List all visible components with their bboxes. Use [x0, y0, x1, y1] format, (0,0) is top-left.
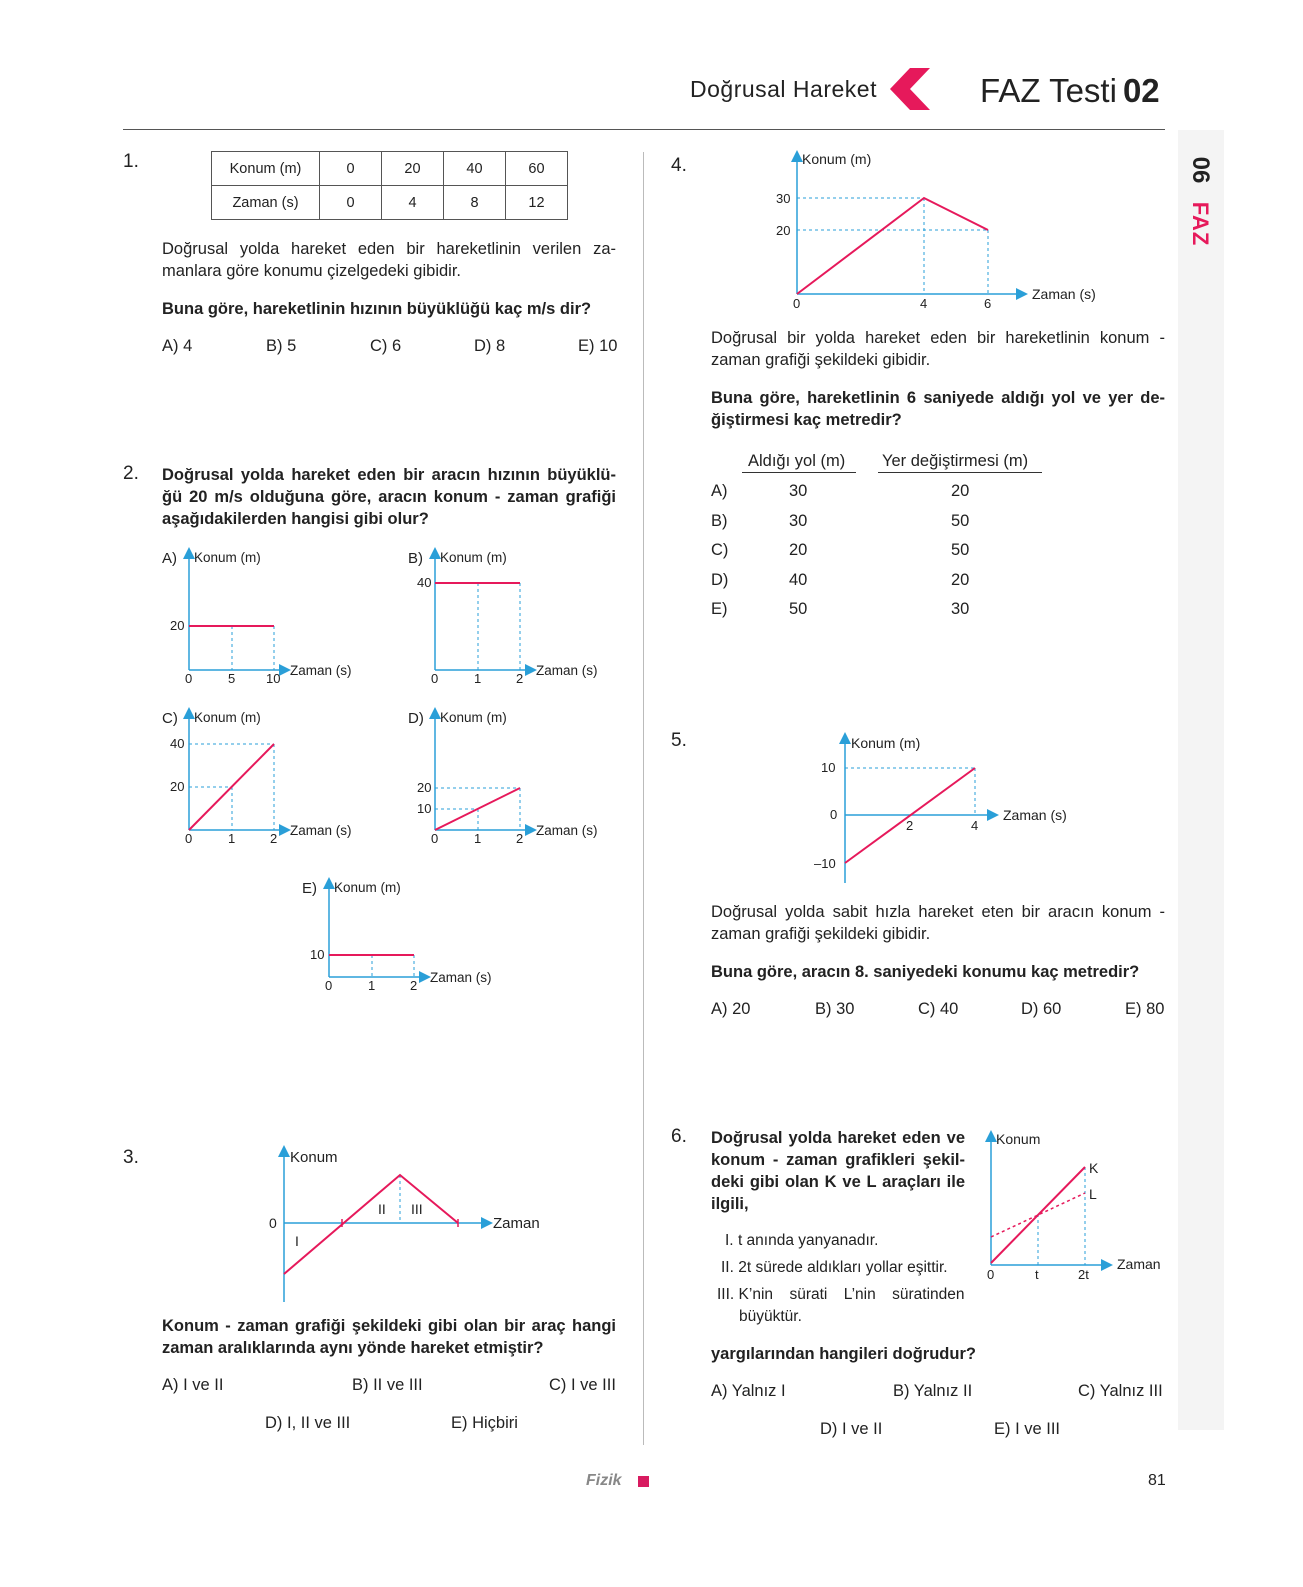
- page-number: 81: [1148, 1472, 1166, 1489]
- option-yol: 40: [789, 570, 808, 589]
- statement-number: III.: [717, 1286, 735, 1303]
- option-letter: E): [711, 600, 728, 618]
- q1-option-b[interactable]: B) 5: [266, 337, 297, 355]
- data-line: [284, 1175, 458, 1274]
- origin-label: 0: [269, 1215, 277, 1231]
- q4-number: 4.: [671, 155, 687, 176]
- tick-label: 10: [310, 947, 325, 962]
- table-cell: 0: [320, 152, 382, 186]
- option-yol: 30: [789, 511, 808, 530]
- x-axis-label: Zaman (s): [290, 823, 352, 838]
- table-cell: 0: [320, 186, 382, 220]
- statement-number: II.: [721, 1259, 734, 1276]
- q6-option-c[interactable]: C) Yalnız III: [1078, 1382, 1163, 1400]
- q3-number: 3.: [123, 1147, 139, 1168]
- q1-option-a[interactable]: A) 4: [162, 337, 193, 355]
- q4-graph: [770, 145, 1110, 315]
- option-yol: 50: [789, 600, 808, 618]
- x-axis-label: Zaman (s): [430, 970, 492, 985]
- tick-label: –10: [814, 856, 836, 871]
- q1-option-d[interactable]: D) 8: [474, 337, 506, 355]
- side-faz-text: FAZ: [1188, 201, 1213, 247]
- y-axis-label: Konum (m): [194, 550, 261, 565]
- segment-label: I: [295, 1233, 299, 1249]
- q4-option-e[interactable]: [711, 600, 1071, 630]
- q4-options: [711, 482, 1071, 630]
- graph-option-label: E): [302, 880, 317, 897]
- q3-option-e[interactable]: E) Hiçbiri: [451, 1414, 518, 1432]
- tick-label: 2: [516, 671, 524, 686]
- segment-label: III: [411, 1201, 423, 1217]
- footer-subject: Fizik: [586, 1472, 622, 1489]
- q5-option-b[interactable]: B) 30: [815, 1000, 855, 1018]
- q5-graph: [800, 725, 1100, 890]
- table-row: [212, 152, 568, 186]
- q6-text-1: Doğrusal yolda hareket eden ve: [711, 1129, 965, 1147]
- tick-label: 20: [776, 223, 791, 238]
- side-faz-label: [1184, 200, 1216, 248]
- tick-label: 0: [793, 296, 801, 311]
- test-label: FAZ Testi: [980, 72, 1117, 109]
- q4-text-2: zaman grafiği şekildeki gibidir.: [711, 351, 931, 369]
- tick-label: 0: [185, 831, 193, 846]
- test-title: [980, 72, 1160, 110]
- y-axis-label: Konum: [996, 1131, 1041, 1147]
- q2-text-1: Doğrusal yolda hareket eden bir aracın hızının büyüklü-: [162, 466, 616, 484]
- tick-label: 40: [417, 575, 432, 590]
- tick-label: 2: [270, 831, 278, 846]
- q2-text-3: aşağıdakilerden hangisi gibi olur?: [162, 510, 429, 528]
- q4-col-yer: Yer değiştirmesi (m): [882, 452, 1029, 470]
- tick-label: 10: [266, 671, 281, 686]
- statement-number: I.: [725, 1232, 734, 1249]
- q5-option-c[interactable]: C) 40: [918, 1000, 959, 1018]
- tick-label: 2: [906, 818, 914, 833]
- q5-option-a[interactable]: A) 20: [711, 1000, 751, 1018]
- q5-option-e[interactable]: E) 80: [1125, 1000, 1165, 1018]
- q4-option-c[interactable]: [711, 541, 1071, 571]
- q3-option-b[interactable]: B) II ve III: [352, 1376, 423, 1394]
- tick-label: t: [1035, 1267, 1039, 1282]
- q4-question-2: ğiştirmesi kaç metredir?: [711, 411, 902, 429]
- y-axis-label: Konum (m): [334, 880, 401, 895]
- tick-label: 10: [417, 801, 432, 816]
- q1-text-2: manlara göre konumu çizelgedeki gibidir.: [162, 262, 461, 280]
- series-label-k: K: [1089, 1160, 1099, 1176]
- q3-text-1: Konum - zaman grafiği şekildeki gibi olan bir araç hangi: [162, 1317, 616, 1335]
- test-number: 02: [1122, 72, 1160, 109]
- y-axis-label: Konum (m): [802, 151, 872, 167]
- q5-text-1: Doğrusal yolda sabit hızla hareket eten bir aracın konum -: [711, 903, 1165, 921]
- q1-option-c[interactable]: C) 6: [370, 337, 402, 355]
- q6-graph: [975, 1125, 1175, 1285]
- q4-col-yol: Aldığı yol (m): [748, 452, 846, 470]
- tick-label: 20: [170, 779, 185, 794]
- q6-text-2: konum - zaman grafikleri şekil-: [711, 1151, 965, 1169]
- line-k: [991, 1167, 1085, 1263]
- option-letter: C): [711, 541, 729, 559]
- header-divider: [123, 129, 1165, 130]
- q6-statement-1: [725, 1230, 975, 1252]
- q4-option-b[interactable]: [711, 512, 1071, 542]
- tick-label: 0: [987, 1267, 995, 1282]
- q2-graph-a[interactable]: [162, 550, 352, 686]
- column-divider: [643, 152, 644, 1445]
- tick-label: 1: [228, 831, 236, 846]
- tick-label: 0: [830, 807, 838, 822]
- graph-option-label: A): [162, 550, 177, 567]
- y-axis-label: Konum (m): [440, 710, 507, 725]
- q1-number: 1.: [123, 151, 139, 172]
- graph-option-label: D): [408, 710, 424, 727]
- q3-option-a[interactable]: A) I ve II: [162, 1376, 224, 1394]
- y-axis-label: Konum (m): [440, 550, 507, 565]
- q3-option-c[interactable]: C) I ve III: [549, 1376, 616, 1394]
- option-yer: 50: [951, 541, 970, 559]
- q4-question-1: Buna göre, hareketlinin 6 saniyede aldığı yol ve yer de-: [711, 389, 1165, 407]
- statement-text: 2t sürede aldıkları yollar eşittir.: [738, 1259, 948, 1276]
- table-cell: Konum (m): [212, 152, 320, 186]
- footer-square-icon: [638, 1476, 649, 1487]
- statement-text: t anında yanyanadır.: [737, 1232, 879, 1249]
- tick-label: 5: [228, 671, 236, 686]
- tick-label: 4: [920, 296, 928, 311]
- tick-label: 1: [474, 831, 482, 846]
- q4-option-d[interactable]: [711, 571, 1071, 601]
- q5-text-2: zaman grafiği şekildeki gibidir.: [711, 925, 931, 943]
- series-label-l: L: [1089, 1186, 1097, 1202]
- y-axis-label: Konum: [290, 1149, 338, 1166]
- tick-label: 30: [776, 191, 791, 206]
- tick-label: 1: [368, 978, 376, 993]
- side-number-text: 06: [1187, 156, 1214, 184]
- tick-label: 20: [170, 618, 185, 633]
- q1-option-e[interactable]: E) 10: [578, 337, 618, 355]
- option-yer: 20: [951, 570, 970, 589]
- graph-option-label: B): [408, 550, 423, 567]
- statement-text: K’nin sürati L’nin süratinden: [738, 1286, 965, 1303]
- option-yol: 20: [789, 541, 808, 559]
- tick-label: 0: [185, 671, 193, 686]
- option-yer: 30: [951, 600, 970, 618]
- column-underline: [742, 472, 856, 473]
- option-letter: B): [711, 511, 728, 530]
- table-cell: 4: [382, 186, 444, 220]
- q6-option-a[interactable]: A) Yalnız I: [711, 1382, 786, 1400]
- segment-label: II: [378, 1201, 386, 1217]
- x-axis-label: Zaman (s): [290, 663, 352, 678]
- q3-text-2: zaman aralıklarında aynı yönde hareket etmiştir?: [162, 1339, 544, 1357]
- side-number: [1180, 150, 1220, 190]
- option-yol: 30: [789, 482, 808, 500]
- q5-number: 5.: [671, 730, 687, 751]
- y-axis-label: Konum (m): [851, 735, 921, 751]
- table-cell: Zaman (s): [212, 186, 320, 220]
- q6-statement-3: [717, 1284, 967, 1306]
- x-axis-label: Zaman: [493, 1215, 540, 1232]
- q4-text-1: Doğrusal bir yolda hareket eden bir hareketlinin konum -: [711, 329, 1165, 347]
- graph-option-label: C): [162, 710, 178, 727]
- tick-label: 2t: [1078, 1267, 1089, 1282]
- q1-text-1: Doğrusal yolda hareket eden bir hareketlinin verilen za-: [162, 240, 616, 258]
- q6-text-3: deki gibi olan K ve L araçları ile: [711, 1173, 965, 1191]
- q5-option-d[interactable]: D) 60: [1021, 1000, 1062, 1018]
- column-underline: [878, 472, 1042, 473]
- q2-graphs: [150, 540, 630, 1010]
- table-row: [212, 186, 568, 220]
- x-axis-label: Zaman: [1117, 1256, 1161, 1272]
- table-cell: 60: [506, 152, 568, 186]
- tick-label: 0: [431, 671, 439, 686]
- tick-label: 4: [971, 818, 979, 833]
- option-yer: 50: [951, 511, 970, 530]
- tick-label: 1: [474, 671, 482, 686]
- table-cell: 20: [382, 152, 444, 186]
- data-line: [797, 198, 988, 294]
- q2-graph-d[interactable]: [408, 710, 598, 846]
- chevron-logo-icon: [888, 66, 932, 112]
- q6-number: 6.: [671, 1126, 687, 1147]
- x-axis-label: Zaman (s): [1003, 807, 1067, 823]
- q2-graph-c[interactable]: [162, 710, 352, 846]
- y-axis-label: Konum (m): [194, 710, 261, 725]
- q1-question: Buna göre, hareketlinin hızının büyüklüğü kaç m/s dir?: [162, 300, 592, 318]
- x-axis-label: Zaman (s): [1032, 286, 1096, 302]
- q5-question: Buna göre, aracın 8. saniyedeki konumu kaç metredir?: [711, 963, 1140, 981]
- q6-question: yargılarından hangileri doğrudur?: [711, 1345, 976, 1363]
- q2-text-2: ğü 20 m/s olduğuna göre, aracın konum - zaman grafiği: [162, 488, 616, 506]
- q3-option-d[interactable]: D) I, II ve III: [265, 1414, 351, 1432]
- q2-graph-e[interactable]: [302, 880, 492, 993]
- table-cell: 40: [444, 152, 506, 186]
- q6-option-d[interactable]: D) I ve II: [820, 1420, 883, 1438]
- option-letter: A): [711, 482, 728, 500]
- option-yer: 20: [951, 482, 970, 500]
- tick-label: 0: [325, 978, 333, 993]
- tick-label: 2: [516, 831, 524, 846]
- q4-option-a[interactable]: [711, 482, 1071, 512]
- tick-label: 40: [170, 736, 185, 751]
- q6-option-b[interactable]: B) Yalnız II: [893, 1382, 973, 1400]
- q2-number: 2.: [123, 463, 139, 484]
- tick-label: 2: [410, 978, 418, 993]
- option-letter: D): [711, 570, 729, 589]
- tick-label: 6: [984, 296, 992, 311]
- q6-statement-2: [721, 1257, 971, 1279]
- q3-graph: [260, 1140, 560, 1310]
- q6-option-e[interactable]: E) I ve III: [994, 1420, 1061, 1438]
- q6-statement-3-cont: büyüktür.: [739, 1308, 802, 1325]
- x-axis-label: Zaman (s): [536, 823, 598, 838]
- table-cell: 12: [506, 186, 568, 220]
- q1-table: [211, 151, 568, 220]
- x-axis-label: Zaman (s): [536, 663, 598, 678]
- table-cell: 8: [444, 186, 506, 220]
- tick-label: 20: [417, 780, 432, 795]
- tick-label: 0: [431, 831, 439, 846]
- q2-graph-b[interactable]: [408, 550, 598, 686]
- q6-text-4: ilgili,: [711, 1195, 749, 1213]
- side-strip: [1178, 130, 1224, 1430]
- tick-label: 10: [821, 760, 836, 775]
- chapter-title: Doğrusal Hareket: [690, 76, 877, 102]
